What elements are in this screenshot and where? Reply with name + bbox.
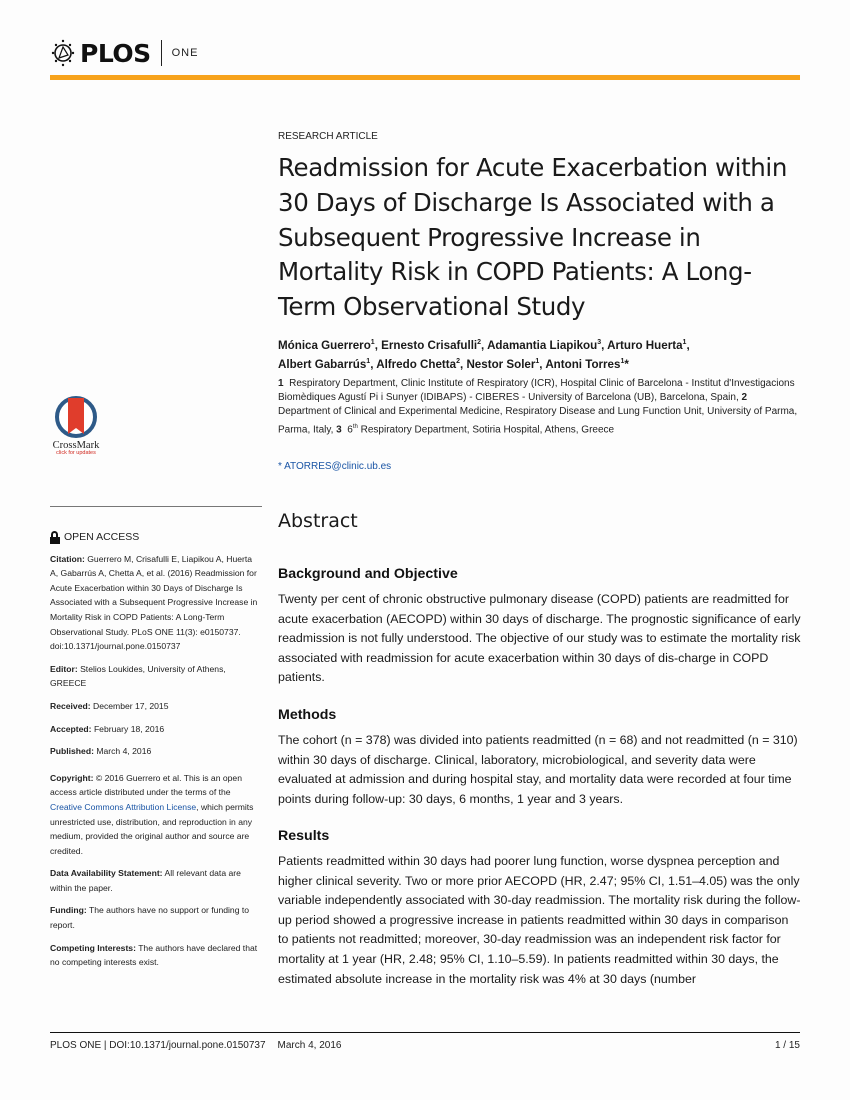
crossmark-sublabel: click for updates [56, 450, 96, 456]
cc-license-link[interactable]: Creative Commons Attribution License [50, 801, 197, 812]
sidebar-divider [50, 506, 262, 507]
plos-logo-mark-icon [50, 38, 76, 68]
author-list: Mónica Guerrero$^1$, Ernesto Crisafulli$^2$, Adamantia Liapikou$^3$, Arturo Huerta$^1$, Albert Gabarrús$^1$, Alfredo Chetta$^2$, Nestor Soler$^1$, Antoni Torres$^1$* [278, 338, 690, 372]
abstract-heading: Abstract [278, 510, 358, 532]
copyright: Copyright: © 2016 Guerrero et al. This is an open access article distributed under the terms of the Creative Commons Attribution License, which permits unrestricted use, distribution, and reproduction in any medium, provided the original author and source are credited. [50, 772, 254, 856]
page-number: 1 / 15 [774, 1040, 800, 1051]
article-metadata-sidebar [50, 530, 262, 978]
section-heading-results: Results [278, 828, 330, 844]
author[interactable]: Alfredo Chetta$^2$ [376, 358, 460, 372]
section-heading-background: Background and Objective [278, 566, 458, 582]
funding: Funding: The authors have no support or funding to report. [50, 905, 250, 931]
plos-wordmark: PLOS [80, 38, 151, 68]
accepted-date: Accepted: February 18, 2016 [50, 723, 165, 734]
open-lock-icon [50, 531, 60, 544]
section-body-background: Twenty per cent of chronic obstructive pulmonary disease (COPD) patients are readmitted for acute exacerbation (AECOPD) within 30 days of discharge. The prognostic significance of early readmission is not fully understood. The objective of our study was to estimate the mortality risk associated with readmission for acute exacerbation within 30 days of dis-charge in COPD patients. [278, 592, 801, 685]
author[interactable]: Arturo Huerta$^1$ [607, 338, 687, 352]
header-accent-bar [50, 75, 800, 80]
crossmark-label: CrossMark [52, 440, 100, 451]
competing-interests: Competing Interests: The authors have declared that no competing interests exist. [50, 942, 258, 968]
open-access-badge [50, 530, 262, 545]
author[interactable]: Albert Gabarrús$^1$ [278, 358, 371, 372]
crossmark-icon [55, 396, 97, 438]
footer-journal-doi: PLOS ONE | DOI:10.1371/journal.pone.0150737 [50, 1040, 266, 1051]
section-body-results: Patients readmitted within 30 days had poorer lung function, worse dyspnea perception and higher clinical severity. Two or more prior AECOPD (HR, 2.47; 95% CI, 1.51–4.05) was the only variable independently associated with 30-day readmission. The mortality risk during the follow-up period showed a progressive increase in patients readmitted within 30 days in comparison to patients not readmitted; moreover, 30-day readmission was an independent risk factor for mortality at 1 year (HR, 2.48; 95% CI, 1.10–5.59). In patients readmitted within 30 days, the estimated absolute increase in the mortality risk was 4% at 30 days (number [278, 854, 801, 986]
published-date: Published: March 4, 2016 [50, 746, 152, 757]
plos-one-logo[interactable] [50, 36, 198, 70]
article-type: RESEARCH ARTICLE [278, 131, 378, 142]
open-access-label: OPEN ACCESS [64, 531, 140, 543]
footer-divider [50, 1032, 800, 1033]
data-availability: Data Availability Statement: All relevant data are within the paper. [50, 868, 241, 893]
author[interactable]: Mónica Guerrero$^1$ [278, 338, 375, 352]
article-title: Readmission for Acute Exacerbation within 30 Days of Discharge Is Associated with a Subsequent Progressive Increase in Mortality Risk in COPD Patients: A Long-Term Observational Study [278, 153, 787, 322]
corresponding-email: * ATORRES@clinic.ub.es [278, 461, 392, 472]
journal-name: ONE [171, 47, 199, 59]
page-footer [50, 1040, 800, 1051]
logo-divider [161, 40, 162, 66]
author[interactable]: Nestor Soler$^1$ [466, 358, 540, 372]
section-body-methods: The cohort (n = 378) was divided into patients readmitted (n = 68) and not readmitted (n = 310) within 30 days of discharge. Clinical, laboratory, microbiological, and severity data were evaluated at admission and during hospital stay, and mortality data were recorded at four time points during follow-up: 30 days, 6 months, 1 year and 3 years. [278, 733, 798, 806]
email-link[interactable]: ATORRES@clinic.ub.es [284, 461, 392, 472]
citation: Citation: Guerrero M, Crisafulli E, Liapikou A, Huerta A, Gabarrús A, Chetta A, et al. (2016) Readmission for Acute Exacerbation within 30 Days of Discharge Is Associated with a Subsequent Progressive Increase in Mortality Risk in COPD Patients: A Long-Term Observational Study. PLoS ONE 11(3): e0150737. doi:10.1371/journal.pone.0150737 [50, 553, 258, 652]
received-date: Received: December 17, 2015 [50, 700, 169, 711]
crossmark-button[interactable] [36, 396, 116, 456]
author[interactable]: Antoni Torres$^1$ [545, 358, 625, 372]
footer-date: March 4, 2016 [277, 1040, 342, 1051]
author[interactable]: Adamantia Liapikou$^3$ [487, 338, 602, 352]
affiliations: 1 Respiratory Department, Clinic Institute of Respiratory (ICR), Hospital Clinic of Barcelona - Institut d'Investigacions Biomèdiques Agustí Pi i Sunyer (IDIBAPS) - CIBERES - University of Barcelona (UB), Barcelona, Spain, 2 Department of Clinical and Experimental Medicine, Respiratory Disease and Lung Function Unit, University of Parma, Parma, Italy, 3 6th Respiratory Department, Sotiria Hospital, Athens, Greece [278, 378, 798, 435]
author[interactable]: Ernesto Crisafulli$^2$ [381, 338, 482, 352]
editor: Editor: Stelios Loukides, University of Athens, GREECE [50, 663, 226, 689]
section-heading-methods: Methods [278, 707, 337, 723]
